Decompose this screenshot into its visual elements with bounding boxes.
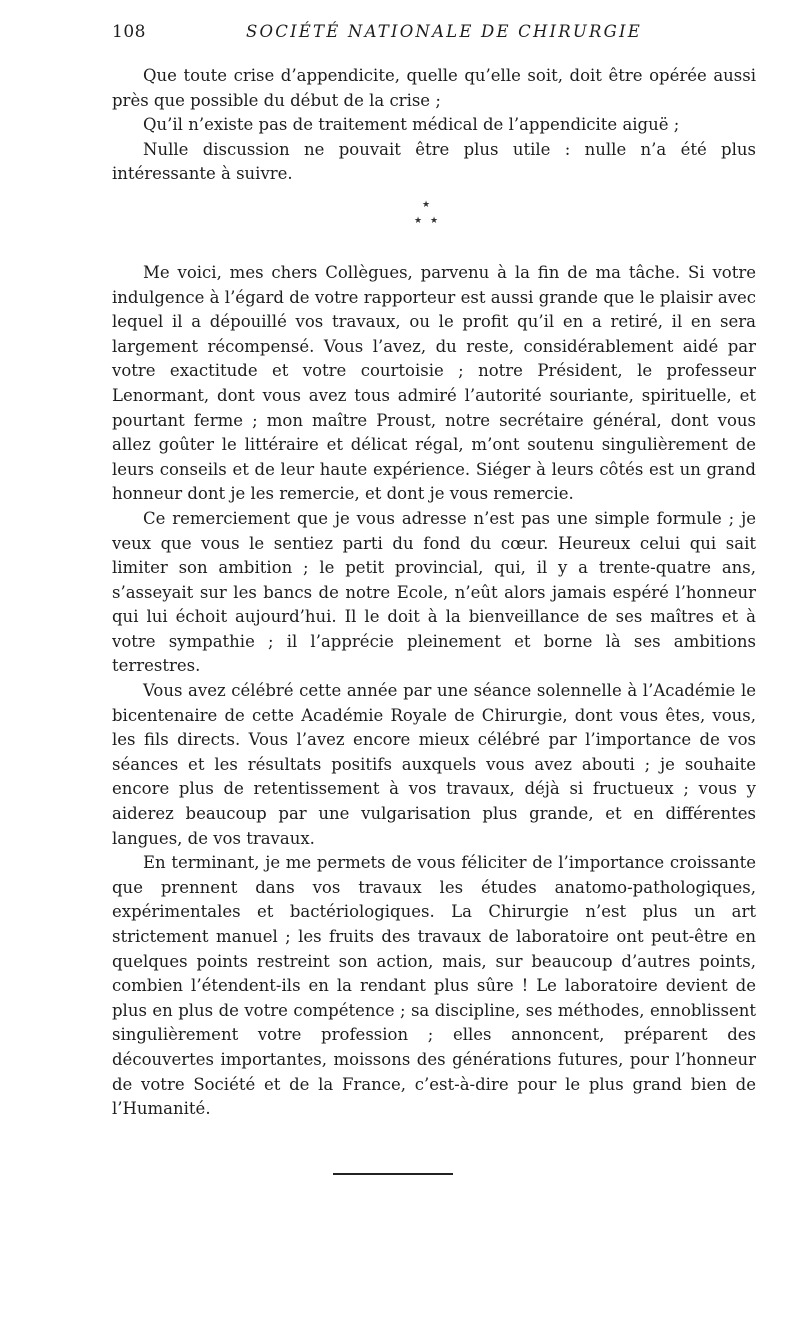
paragraph-laboratory: En terminant, je me permets de vous féliciter de l’importance croissante que prennent dans vos travaux les études anatomo-pathologiques, expérimentales et bactériologiques. La Chirurgie n’est plus un art strictement manuel ; les fruits des travaux de laboratoire ont peut-être en quelques points restreint son action, mais, sur beaucoup d’autres points, combien l’étendent-ils en la rendant plus sûre ! Le laboratoire devient de plus en plus de votre compétence ; sa discipline, ses méthodes, ennoblissent singulièrement votre profession ; elles annoncent, préparent des découvertes importantes, moissons des générations futures, pour l’honneur de votre Société et de la France, c’est-à-dire pour le plus grand bien de l’Humanité. bbox=[112, 853, 756, 1119]
paragraph-conclusion-3: Nulle discussion ne pouvait être plus utile : nulle n’a été plus intéressante à suivre. bbox=[112, 139, 756, 184]
section-break-asterism bbox=[112, 197, 756, 247]
body-text bbox=[112, 64, 756, 1122]
paragraph-closing-thanks: Me voici, mes chers Collègues, parvenu à la fin de ma tâche. Si votre indulgence à l’égard de votre rapporteur est aussi grande que le plaisir avec lequel il a dépouillé vos travaux, ou le profit qu’il en a retiré, il en sera largement récompensé. Vous l’avez, du reste, considérablement aidé par votre exactitude et votre courtoisie ; notre Président, le professeur Lenormant, dont vous avez tous admiré l’autorité souriante, spirituelle, et pourtant ferme ; mon maître Proust, notre secrétaire général, dont vous allez goûter le littéraire et délicat régal, m’ont soutenu singulièrement de leurs conseils et de leur haute expérience. Siéger à leurs côtés est un grand honneur dont je les remercie, et dont je vous remercie. bbox=[112, 262, 756, 504]
asterism-star-top: ★ bbox=[422, 199, 431, 210]
asterism-star-left: ★ bbox=[414, 215, 423, 226]
end-rule bbox=[333, 1173, 453, 1175]
page-header bbox=[112, 22, 756, 44]
running-title: SOCIÉTÉ NATIONALE DE CHIRURGIE bbox=[246, 22, 642, 41]
paragraph-bicentenary: Vous avez célébré cette année par une séance solennelle à l’Académie le bicentenaire de cette Académie Royale de Chirurgie, dont vous êtes, vous, les fils directs. Vous l’avez encore mieux célébré par l’importance de vos séances et les résultats positifs auxquels vous avez abouti ; je souhaite encore plus de retentissement à vos travaux, déjà si fructueux ; vous y aiderez beaucoup par une vulgarisation plus grande, et en différentes langues, de vos travaux. bbox=[112, 681, 756, 848]
paragraph-conclusion-1: Que toute crise d’appendicite, quelle qu’elle soit, doit être opérée aussi près que possible du début de la crise ; bbox=[112, 66, 756, 110]
page-number: 108 bbox=[112, 22, 146, 42]
paragraph-conclusion-2: Qu’il n’existe pas de traitement médical de l’appendicite aiguë ; bbox=[143, 115, 680, 135]
asterism-star-right: ★ bbox=[430, 215, 439, 226]
paragraph-gratitude: Ce remerciement que je vous adresse n’est pas une simple formule ; je veux que vous le sentiez parti du fond du cœur. Heureux celui qui sait limiter son ambition ; le petit provincial, qui, il y a trente-quatre ans, s’asseyait sur les bancs de notre Ecole, n’eût alors jamais espéré l’honneur qui lui échoit aujourd’hui. Il le doit à la bienveillance de ses maîtres et à votre sympathie ; il l’apprécie pleinement et borne là ses ambitions terrestres. bbox=[112, 508, 756, 676]
